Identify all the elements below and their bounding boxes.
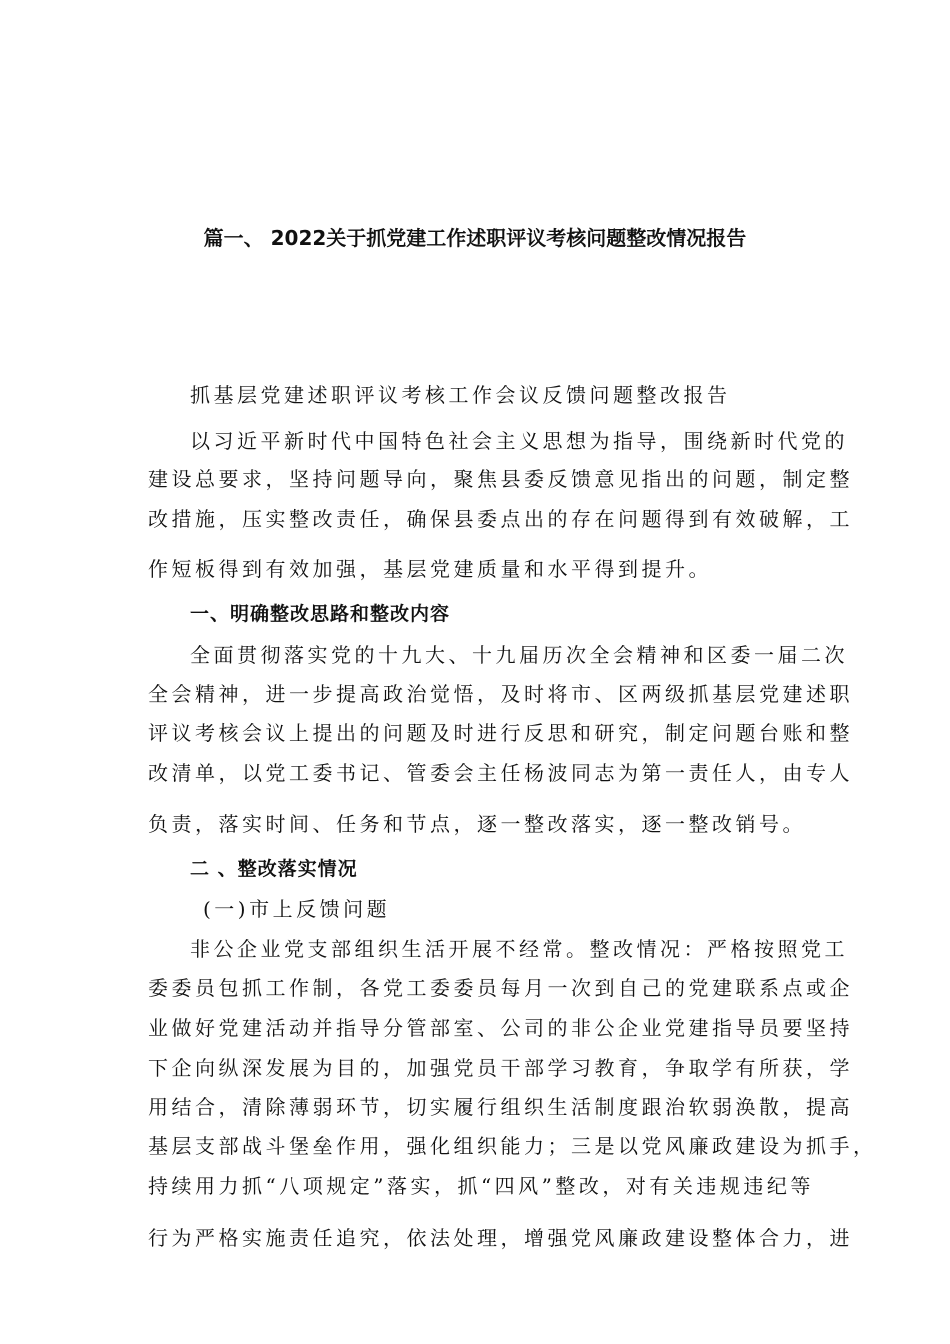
paragraph-line: 基层支部战斗堡垒作用，强化组织能力；三是以党风廉政建设为抓手， <box>148 1134 877 1158</box>
paragraph-line: 委委员包抓工作制，各党工委委员每月一次到自己的党建联系点或企 <box>148 976 853 1000</box>
paragraph-line: 行为严格实施责任追究，依法处理，增强党风廉政建设整体合力，进 <box>148 1226 853 1250</box>
section-heading-2: 二 、整改落实情况 <box>190 858 358 880</box>
paragraph-line: 改措施，压实整改责任，确保县委点出的存在问题得到有效破解，工 <box>148 507 853 531</box>
document-subtitle: 抓基层党建述职评议考核工作会议反馈问题整改报告 <box>190 383 731 407</box>
paragraph-line: 非公企业党支部组织生活开展不经常。整改情况：严格按照党工 <box>190 937 848 961</box>
paragraph-line: 作短板得到有效加强，基层党建质量和水平得到提升。 <box>148 557 712 581</box>
paragraph-line: 用结合，清除薄弱环节，切实履行组织生活制度跟治软弱涣散，提高 <box>148 1095 853 1119</box>
document-title: 篇一、 2022关于抓党建工作述职评议考核问题整改情况报告 <box>203 226 747 250</box>
paragraph-line: 下企向纵深发展为目的，加强党员干部学习教育，争取学有所获，学 <box>148 1056 853 1080</box>
paragraph-line: 业做好党建活动并指导分管部室、公司的非公企业党建指导员要坚持 <box>148 1016 853 1040</box>
paragraph-line: 持续用力抓“八项规定”落实，抓“四风”整改，对有关违规违纪等 <box>148 1174 814 1198</box>
paragraph-line: 负责，落实时间、任务和节点，逐一整改落实，逐一整改销号。 <box>148 812 806 836</box>
section-heading-1: 一、明确整改思路和整改内容 <box>190 603 451 625</box>
paragraph-line: 改清单，以党工委书记、管委会主任杨波同志为第一责任人，由专人 <box>148 761 853 785</box>
paragraph-line: 全会精神，进一步提高政治觉悟，及时将市、区两级抓基层党建述职 <box>148 682 853 706</box>
paragraph-line: 评议考核会议上提出的问题及时进行反思和研究，制定问题台账和整 <box>148 721 853 745</box>
subsection-heading: (一)市上反馈问题 <box>203 897 391 921</box>
paragraph-line: 以习近平新时代中国特色社会主义思想为指导，围绕新时代党的 <box>190 429 848 453</box>
paragraph-line: 建设总要求，坚持问题导向，聚焦县委反馈意见指出的问题，制定整 <box>148 467 853 491</box>
paragraph-line: 全面贯彻落实党的十九大、十九届历次全会精神和区委一届二次 <box>190 643 848 667</box>
